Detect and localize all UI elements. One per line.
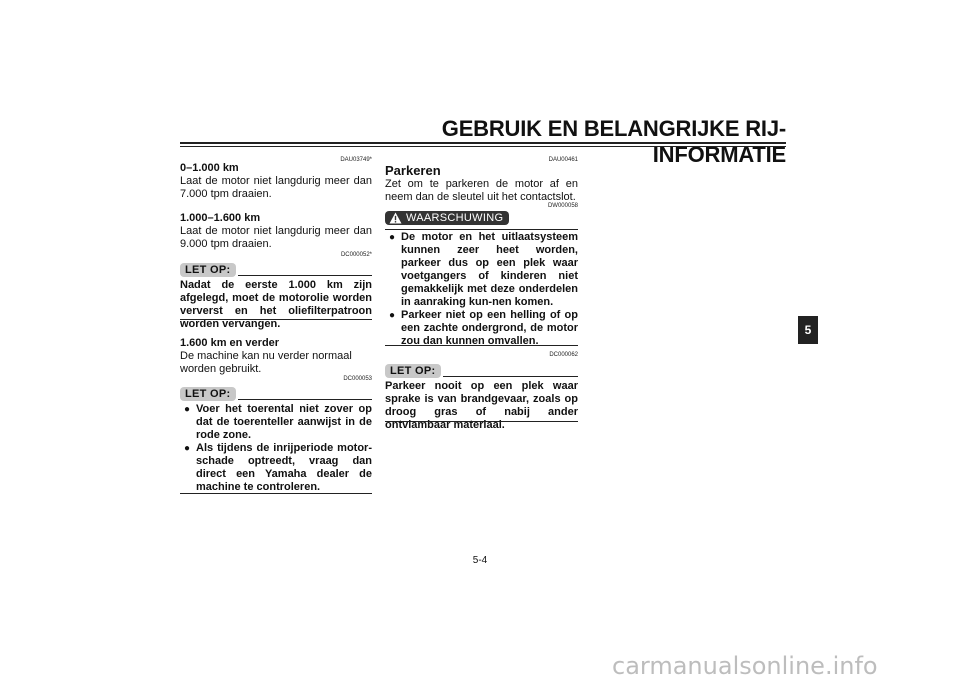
reference-code: DC000052* xyxy=(340,252,372,258)
warning-triangle-icon xyxy=(389,212,402,224)
title-rule-thin xyxy=(180,146,786,147)
warning-bullet-list xyxy=(385,231,578,348)
page-number: 5-4 xyxy=(472,555,488,566)
body-text: Zet om te parkeren de motor af en neem dan de sleutel uit het contactslot. xyxy=(385,178,578,203)
reference-code: DW000058 xyxy=(547,203,578,209)
note-label: LET OP: xyxy=(180,263,236,277)
list-item: ● De motor en het uitlaatsysteem kunnen zeer heet worden, parkeer dus op een plek waar voetgangers of kinderen niet gemakkelijk met deze onderdelen in aanraking kun-nen komen. xyxy=(389,231,578,308)
section-heading: 0–1.000 km xyxy=(180,162,239,174)
reference-code: DC000062 xyxy=(549,352,578,358)
note-header xyxy=(385,361,578,377)
note-end-rule xyxy=(385,421,578,422)
note-bullet-list xyxy=(180,403,372,494)
note-end-rule xyxy=(180,319,372,320)
note-end-rule xyxy=(180,493,372,494)
note-rule xyxy=(443,376,578,377)
note-text: Parkeer nooit op een plek waar sprake is van brandgevaar, zoals op droog gras of nabij ander ontvlambaar materiaal. xyxy=(385,380,578,431)
section-heading: Parkeren xyxy=(385,163,441,178)
page-title: GEBRUIK EN BELANGRIJKE RIJ-INFORMATIE xyxy=(441,116,786,167)
list-item: ● Parkeer niet op een helling of op een zachte ondergrond, de motor zou dan kunnen omvallen. xyxy=(389,309,578,347)
watermark: carmanualsonline.info xyxy=(612,652,878,680)
warning-label: WAARSCHUWING xyxy=(406,212,504,224)
bullet-icon: ● xyxy=(389,232,396,243)
reference-code: DC000053 xyxy=(343,376,372,382)
bullet-icon: ● xyxy=(389,310,396,321)
body-text: Laat de motor niet langdurig meer dan 9.000 tpm draaien. xyxy=(180,225,372,250)
note-label: LET OP: xyxy=(180,387,236,401)
title-rule xyxy=(180,142,786,144)
note-label: LET OP: xyxy=(385,364,441,378)
bullet-icon: ● xyxy=(184,443,191,454)
warning-header xyxy=(385,211,578,229)
body-text: De machine kan nu verder normaal worden gebruikt. xyxy=(180,350,352,375)
body-text: Laat de motor niet langdurig meer dan 7.000 tpm draaien. xyxy=(180,175,372,200)
note-rule xyxy=(238,275,372,276)
warning-badge xyxy=(385,211,509,225)
section-heading: 1.600 km en verder xyxy=(180,337,280,349)
note-rule xyxy=(238,399,372,400)
section-heading: 1.000–1.600 km xyxy=(180,212,261,224)
reference-code: DAU00461 xyxy=(548,157,578,163)
warning-end-rule xyxy=(385,345,578,346)
chapter-tab: 5 xyxy=(798,316,818,344)
note-header xyxy=(180,384,372,400)
reference-code: DAU03749* xyxy=(340,157,372,163)
list-item: ● Voer het toerental niet zover op dat de toerenteller aanwijst in de rode zone. xyxy=(184,403,372,441)
list-item: ● Als tijdens de inrijperiode motor-schade optreedt, vraag dan direct een Yamaha dealer de machine te controleren. xyxy=(184,442,372,493)
warning-top-rule xyxy=(385,229,578,230)
bullet-icon: ● xyxy=(184,404,191,415)
note-text: Nadat de eerste 1.000 km zijn afgelegd, moet de motorolie worden ververst en het oliefilterpatroon worden vervangen. xyxy=(180,279,372,330)
note-header xyxy=(180,260,372,276)
